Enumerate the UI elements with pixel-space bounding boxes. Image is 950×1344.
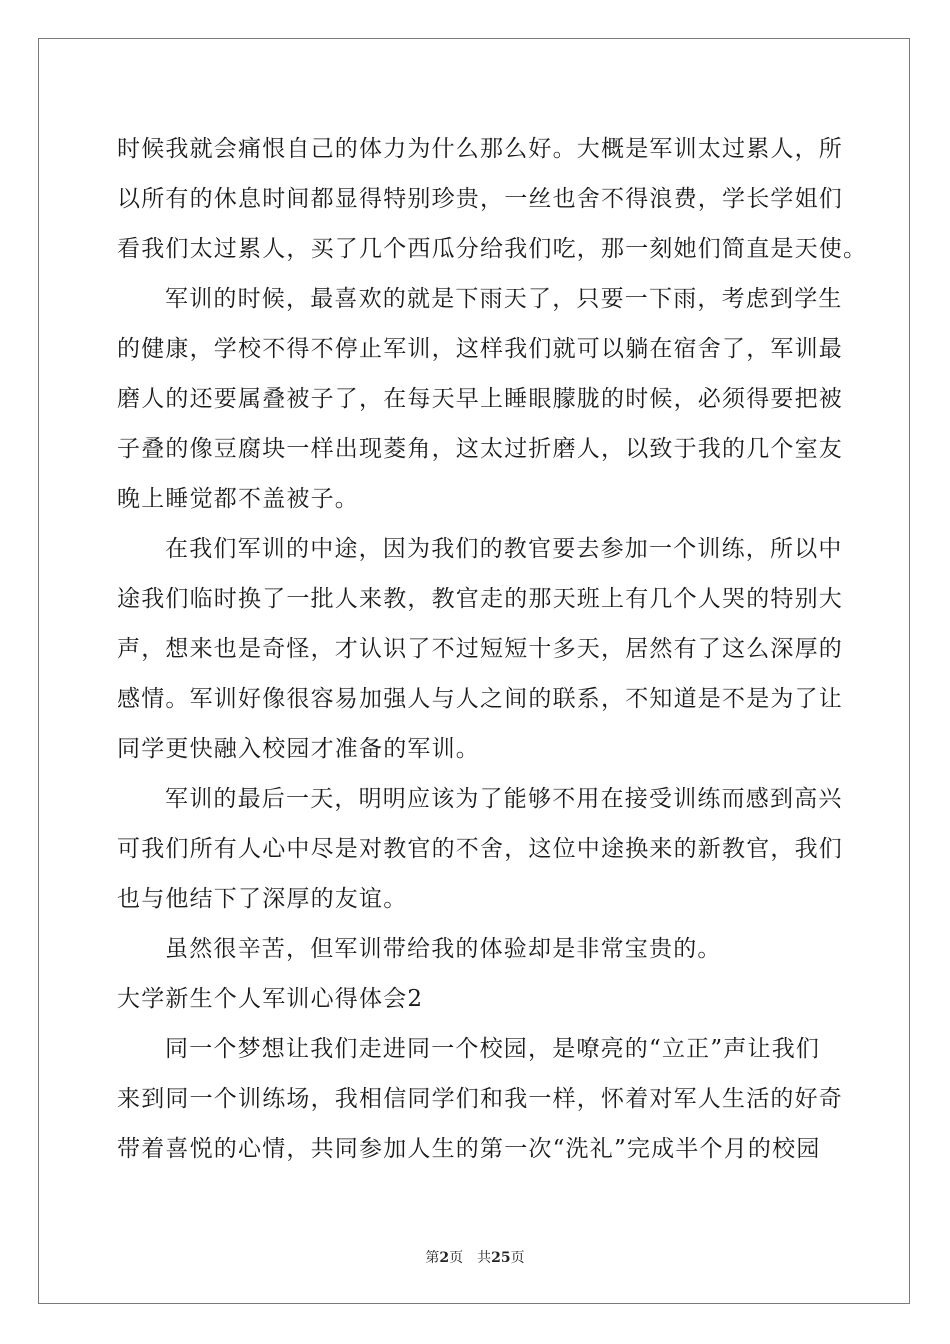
text-line-3: 看我们太过累人，买了几个西瓜分给我们吃，那一刻她们简直是天使。 bbox=[117, 236, 868, 262]
text-line-9: 在我们军训的中途，因为我们的教官要去参加一个训练，所以中 bbox=[165, 536, 843, 562]
section-heading: 大学新生个人军训心得体会2 bbox=[117, 986, 424, 1012]
text-line-12: 感情。军训好像很容易加强人与人之间的联系，不知道是不是为了让 bbox=[117, 686, 843, 712]
text-line-13: 同学更快融入校园才准备的军训。 bbox=[117, 736, 480, 762]
text-line-15: 可我们所有人心中尽是对教官的不舍，这位中途换来的新教官，我们 bbox=[117, 836, 843, 862]
text-line-11: 声，想来也是奇怪，才认识了不过短短十多天，居然有了这么深厚的 bbox=[117, 636, 843, 662]
text-line-1: 时候我就会痛恨自己的体力为什么那么好。大概是军训太过累人，所 bbox=[117, 136, 843, 162]
text-line-21: 带着喜悦的心情，共同参加人生的第一次“洗礼”完成半个月的校园 bbox=[117, 1136, 821, 1162]
page-prefix: 第 bbox=[425, 1250, 440, 1266]
text-line-10: 途我们临时换了一批人来教，教官走的那天班上有几个人哭的特别大 bbox=[117, 586, 843, 612]
text-line-20: 来到同一个训练场，我相信同学们和我一样，怀着对军人生活的好奇 bbox=[117, 1086, 843, 1112]
text-line-4: 军训的时候，最喜欢的就是下雨天了，只要一下雨，考虑到学生 bbox=[165, 286, 843, 312]
total-suffix: 页 bbox=[510, 1250, 525, 1266]
text-line-14: 军训的最后一天，明明应该为了能够不用在接受训练而感到高兴 bbox=[165, 786, 843, 812]
text-line-19: 同一个梦想让我们走进同一个校园，是嘹亮的“立正”声让我们 bbox=[165, 1036, 821, 1062]
total-prefix: 共 bbox=[477, 1250, 492, 1266]
document-body bbox=[117, 124, 868, 1174]
page-footer bbox=[0, 1248, 950, 1268]
text-line-8: 晚上睡觉都不盖被子。 bbox=[117, 486, 359, 512]
text-line-16: 也与他结下了深厚的友谊。 bbox=[117, 886, 408, 912]
page-suffix: 页 bbox=[449, 1250, 464, 1266]
page-number: 2 bbox=[439, 1250, 450, 1266]
text-line-6: 磨人的还要属叠被子了，在每天早上睡眼朦胧的时候，必须得要把被 bbox=[117, 386, 843, 412]
text-line-2: 以所有的休息时间都显得特别珍贵，一丝也舍不得浪费，学长学姐们 bbox=[117, 186, 843, 212]
total-pages: 25 bbox=[491, 1250, 511, 1266]
text-line-7: 子叠的像豆腐块一样出现菱角，这太过折磨人，以致于我的几个室友 bbox=[117, 436, 843, 462]
text-line-17: 虽然很辛苦，但军训带给我的体验却是非常宝贵的。 bbox=[165, 936, 722, 962]
text-line-5: 的健康，学校不得不停止军训，这样我们就可以躺在宿舍了，军训最 bbox=[117, 336, 843, 362]
